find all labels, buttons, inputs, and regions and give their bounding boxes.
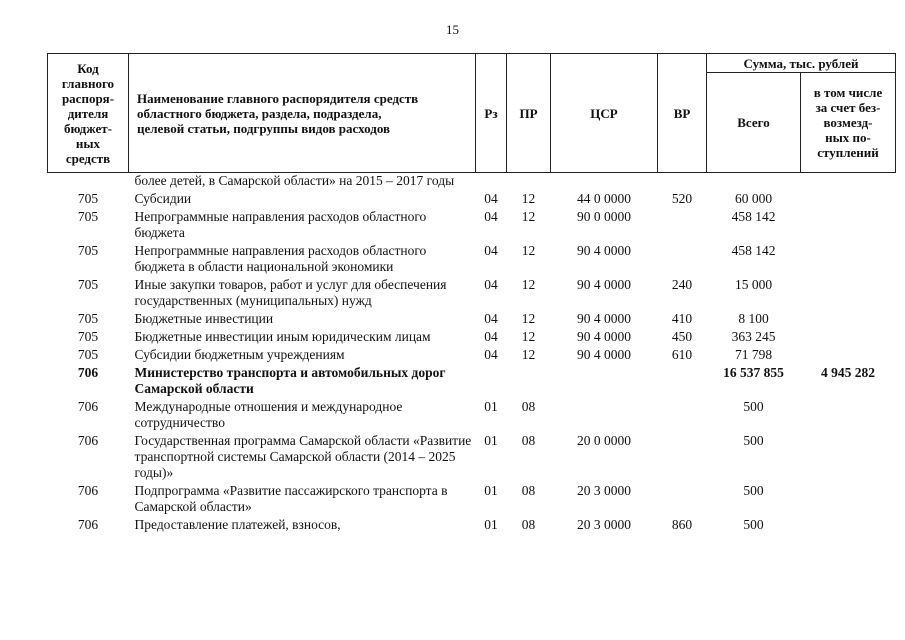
row-rz (476, 173, 507, 191)
row-csr: 90 4 0000 (577, 277, 631, 292)
row-vr (658, 482, 707, 516)
row-pr (507, 173, 551, 191)
row-rz: 04 (484, 243, 498, 258)
row-total: 500 (743, 517, 764, 532)
row-code: 705 (77, 329, 99, 344)
row-name: Непрограммные направления расходов областного бюджета (134, 209, 427, 240)
row-rz (476, 364, 507, 398)
table-header (48, 54, 896, 173)
row-name: Непрограммные направления расходов областного бюджета в области национальной экономики (134, 243, 427, 274)
row-name: Государственная программа Самарской области «Развитие транспортной системы Самарской области (2014 – 2025 годы)» (134, 433, 472, 480)
row-incl (801, 208, 896, 242)
row-incl (801, 242, 896, 276)
row-pr: 12 (521, 329, 536, 344)
row-incl (801, 328, 896, 346)
row-csr (551, 398, 658, 432)
row-code: 706 (77, 517, 99, 532)
table-row (48, 190, 896, 208)
row-code: 706 (77, 433, 99, 448)
row-code: 705 (77, 311, 99, 326)
header-code: Код главного распоря- дителя бюджет- ных средств (48, 54, 129, 173)
row-total: 500 (743, 483, 764, 498)
row-vr: 240 (671, 277, 693, 292)
row-code: 705 (77, 191, 99, 206)
row-csr: 90 4 0000 (577, 311, 631, 326)
row-incl (801, 482, 896, 516)
row-name: Подпрограмма «Развитие пассажирского транспорта в Самарской области» (134, 483, 448, 514)
row-incl (801, 432, 896, 482)
table-row (48, 328, 896, 346)
row-rz: 01 (484, 517, 498, 532)
row-incl (801, 310, 896, 328)
row-total: 458 142 (731, 243, 776, 258)
row-vr (658, 432, 707, 482)
row-vr: 450 (671, 329, 693, 344)
row-vr (658, 173, 707, 191)
table-row (48, 432, 896, 482)
row-rz: 04 (484, 311, 498, 326)
table-row (48, 276, 896, 310)
row-vr: 410 (671, 311, 693, 326)
row-csr: 90 4 0000 (577, 329, 631, 344)
row-incl (801, 398, 896, 432)
row-csr (551, 173, 658, 191)
row-code: 705 (77, 347, 99, 362)
row-total: 16 537 855 (723, 365, 784, 380)
row-name: Субсидии (134, 191, 192, 206)
row-name: Министерство транспорта и автомобильных дорог Самарской области (134, 365, 446, 396)
row-pr: 12 (521, 243, 536, 258)
row-rz: 01 (484, 483, 498, 498)
row-csr (551, 364, 658, 398)
row-total: 71 798 (734, 347, 773, 362)
row-vr (658, 364, 707, 398)
row-total: 363 245 (731, 329, 776, 344)
row-rz: 04 (484, 329, 498, 344)
row-total: 500 (743, 399, 764, 414)
row-incl (801, 516, 896, 534)
header-sum-caption: Сумма, тыс. рублей (707, 54, 896, 73)
row-incl (801, 190, 896, 208)
table-row (48, 482, 896, 516)
row-total: 15 000 (734, 277, 773, 292)
row-total: 458 142 (731, 209, 776, 224)
page-number: 15 (446, 22, 459, 37)
row-total: 8 100 (738, 311, 769, 326)
row-incl (801, 346, 896, 364)
row-csr: 90 4 0000 (577, 243, 631, 258)
row-rz: 04 (484, 191, 498, 206)
row-rz: 04 (484, 347, 498, 362)
table-row (48, 346, 896, 364)
row-incl (801, 173, 896, 191)
row-name: Бюджетные инвестиции иным юридическим лицам (134, 329, 431, 344)
table-row (48, 516, 896, 534)
row-pr: 08 (521, 433, 536, 448)
row-total: 60 000 (734, 191, 773, 206)
row-code: 706 (77, 399, 99, 414)
table-row (48, 310, 896, 328)
row-name: более детей, в Самарской области» на 2015 – 2017 годы (134, 173, 455, 188)
row-pr: 12 (521, 209, 536, 224)
row-incl (801, 276, 896, 310)
row-pr: 08 (521, 483, 536, 498)
header-name: Наименование главного распорядителя средств областного бюджета, раздела, подраздела, целевой статьи, подгруппы видов расходов (129, 54, 476, 173)
table-row (48, 208, 896, 242)
row-pr: 12 (521, 277, 536, 292)
row-vr (658, 242, 707, 276)
table-row (48, 398, 896, 432)
row-vr (658, 398, 707, 432)
row-name: Иные закупки товаров, работ и услуг для обеспечения государственных (муниципальных) нужд (134, 277, 447, 308)
row-total: 500 (743, 433, 764, 448)
header-total: Всего (707, 73, 801, 173)
header-csr: ЦСР (551, 54, 658, 173)
row-csr: 90 0 0000 (577, 209, 631, 224)
row-code: 705 (77, 209, 99, 224)
row-rz: 01 (484, 433, 498, 448)
row-csr: 44 0 0000 (577, 191, 631, 206)
row-code: 705 (77, 243, 99, 258)
row-vr: 860 (671, 517, 693, 532)
row-pr: 08 (521, 517, 536, 532)
row-name: Субсидии бюджетным учреждениям (134, 347, 345, 362)
row-incl: 4 945 282 (821, 365, 875, 380)
row-csr: 90 4 0000 (577, 347, 631, 362)
budget-table (47, 53, 896, 534)
row-rz: 04 (484, 209, 498, 224)
row-name: Предоставление платежей, взносов, (134, 517, 341, 532)
row-csr: 20 3 0000 (577, 483, 631, 498)
row-code: 706 (77, 365, 99, 380)
header-incl: в том числе за счет без- возмезд- ных по- ступлений (801, 73, 896, 173)
row-code (48, 173, 129, 191)
row-pr (507, 364, 551, 398)
header-rz: Рз (476, 54, 507, 173)
table-row (48, 173, 896, 191)
row-code: 706 (77, 483, 99, 498)
row-name: Международные отношения и международное сотрудничество (134, 399, 403, 430)
row-pr: 12 (521, 191, 536, 206)
row-rz: 04 (484, 277, 498, 292)
table-row (48, 364, 896, 398)
row-name: Бюджетные инвестиции (134, 311, 274, 326)
row-vr: 610 (671, 347, 693, 362)
row-pr: 12 (521, 311, 536, 326)
row-pr: 12 (521, 347, 536, 362)
row-csr: 20 3 0000 (577, 517, 631, 532)
table-row (48, 242, 896, 276)
row-code: 705 (77, 277, 99, 292)
header-vr: ВР (658, 54, 707, 173)
row-pr: 08 (521, 399, 536, 414)
header-pr: ПР (507, 54, 551, 173)
row-vr (658, 208, 707, 242)
row-rz: 01 (484, 399, 498, 414)
row-total (707, 173, 801, 191)
row-csr: 20 0 0000 (577, 433, 631, 448)
row-vr: 520 (671, 191, 693, 206)
table-body (48, 173, 896, 535)
